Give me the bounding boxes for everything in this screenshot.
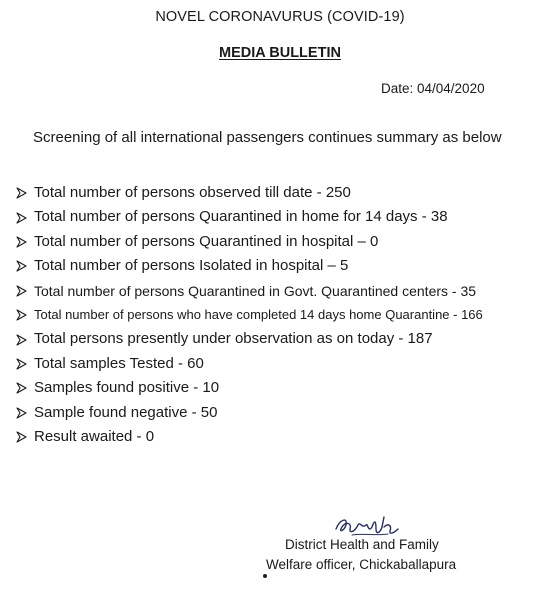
list-item-text: Total number of persons who have completed 14 days home Quarantine - 166 — [34, 306, 483, 322]
list-item-text: Total number of persons observed till date - 250 — [34, 184, 351, 201]
list-item — [16, 303, 483, 327]
list-item — [16, 181, 483, 205]
list-item-text: Total samples Tested - 60 — [34, 354, 204, 372]
document-title: NOVEL CORONAVURUS (COVID-19) — [155, 9, 405, 25]
arrow-bullet-icon — [16, 431, 28, 443]
list-item-text: Sample found negative - 50 — [34, 403, 218, 421]
arrow-bullet-icon — [16, 309, 28, 321]
list-item — [16, 327, 483, 351]
list-item-text: Result awaited - 0 — [34, 427, 155, 445]
list-item — [16, 352, 483, 376]
list-item-text: Total number of persons Quarantined in hospital – 0 — [34, 232, 379, 250]
arrow-bullet-icon — [16, 334, 28, 346]
arrow-bullet-icon — [16, 212, 28, 224]
bulletin-date: Date: 04/04/2020 — [381, 81, 485, 96]
arrow-bullet-icon — [16, 382, 28, 394]
list-item — [16, 254, 483, 278]
ink-dot — [263, 574, 267, 578]
list-item — [16, 425, 483, 449]
intro-text: Screening of all international passengers continues summary as below — [33, 129, 502, 146]
arrow-bullet-icon — [16, 236, 28, 248]
list-item-text: Samples found positive - 10 — [34, 379, 220, 397]
document-subtitle: MEDIA BULLETIN — [219, 45, 341, 61]
list-item-text: Total persons presently under observation as on today - 187 — [34, 330, 433, 348]
list-item — [16, 230, 483, 254]
arrow-bullet-icon — [16, 358, 28, 370]
arrow-bullet-icon — [16, 285, 28, 297]
list-item — [16, 279, 483, 303]
list-item-text: Total number of persons Quarantined in home for 14 days - 38 — [34, 208, 448, 226]
signature-title-line1: District Health and Family — [285, 537, 439, 552]
arrow-bullet-icon — [16, 407, 28, 419]
list-item — [16, 376, 483, 400]
list-item-text: Total number of persons Isolated in hospital – 5 — [34, 257, 349, 275]
list-item-text: Total number of persons Quarantined in Govt. Quarantined centers - 35 — [34, 282, 477, 299]
statistics-list — [16, 181, 483, 449]
arrow-bullet-icon — [16, 187, 28, 199]
arrow-bullet-icon — [16, 260, 28, 272]
list-item — [16, 205, 483, 229]
signature-title-line2: Welfare officer, Chickaballapura — [266, 557, 457, 572]
list-item — [16, 401, 483, 425]
